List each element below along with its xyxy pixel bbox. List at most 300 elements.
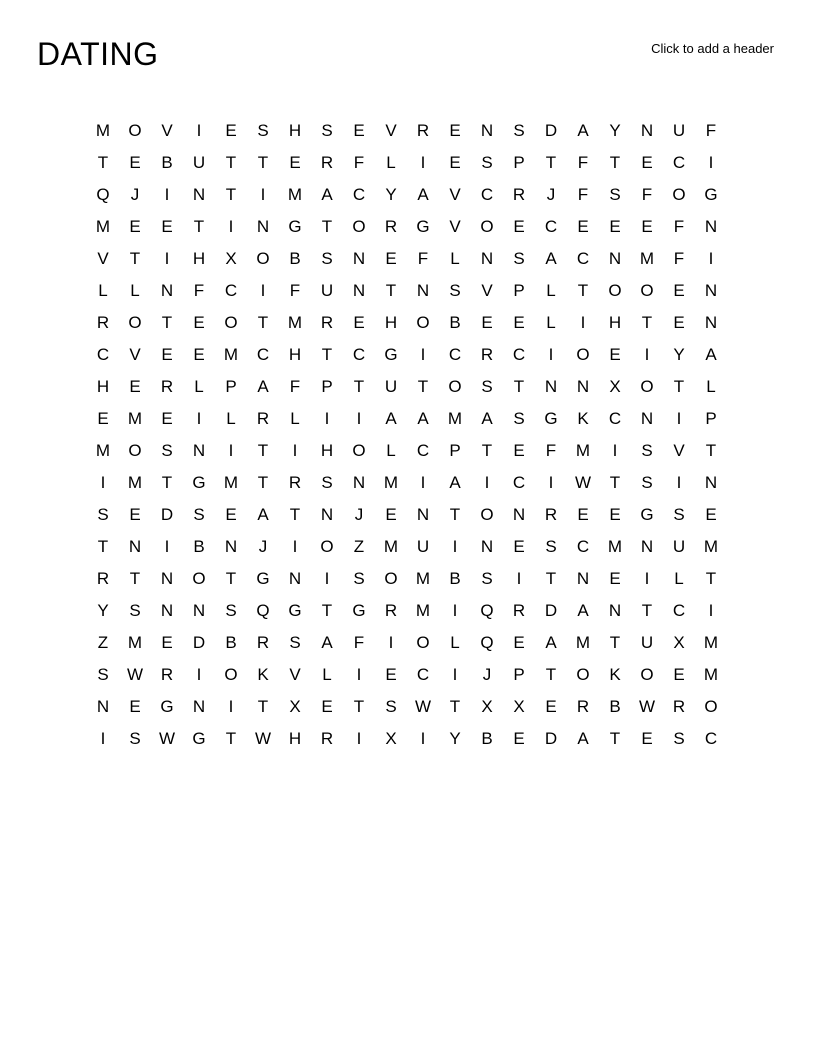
grid-letter: C [672,153,686,172]
grid-letter: M [575,441,591,460]
grid-letter: L [226,409,236,428]
grid-letter: C [480,185,494,204]
grid-letter: N [288,569,302,588]
grid-letter: S [97,505,109,524]
grid-letter: E [321,697,333,716]
grid-letter: G [704,185,718,204]
grid-letter: S [513,121,525,140]
grid-row [87,723,727,755]
grid-letter: V [385,121,397,140]
grid-letter: R [96,569,110,588]
grid-letter: F [193,281,205,300]
grid-letter: A [545,633,557,652]
grid-letter: N [320,505,334,524]
grid-letter: F [673,249,685,268]
grid-letter: R [256,409,270,428]
grid-letter: I [196,409,202,428]
grid-letter: T [225,729,237,748]
grid-letter: I [292,537,298,556]
grid-letter: U [192,153,206,172]
grid-row [87,499,727,531]
grid-letter: R [672,697,686,716]
grid-letter: I [260,185,266,204]
grid-letter: F [641,185,653,204]
grid-letter: Q [256,601,270,620]
grid-letter: W [414,697,432,716]
grid-letter: C [512,345,526,364]
grid-letter: S [513,409,525,428]
grid-letter: M [95,217,111,236]
grid-letter: X [673,633,685,652]
grid-letter: N [480,249,494,268]
grid-letter: L [386,441,396,460]
grid-letter: T [353,377,365,396]
grid-letter: N [160,281,174,300]
grid-letter: X [289,697,301,716]
grid-letter: O [384,569,398,588]
grid-row [87,563,727,595]
grid-letter: U [672,537,686,556]
grid-letter: V [97,249,109,268]
grid-row [87,595,727,627]
grid-letter: U [416,537,430,556]
grid-letter: I [292,441,298,460]
grid-letter: V [449,217,461,236]
grid-letter: A [705,345,717,364]
grid-letter: E [353,313,365,332]
grid-letter: T [225,569,237,588]
grid-letter: M [383,537,399,556]
grid-letter: J [258,537,268,556]
grid-letter: E [385,249,397,268]
grid-letter: T [385,281,397,300]
grid-letter: E [161,633,173,652]
grid-letter: E [609,505,621,524]
grid-letter: O [640,665,654,684]
grid-letter: E [385,505,397,524]
grid-letter: R [160,665,174,684]
grid-letter: E [641,153,653,172]
grid-letter: T [321,345,333,364]
grid-letter: S [257,121,269,140]
grid-letter: T [417,377,429,396]
grid-letter: S [481,153,493,172]
grid-letter: M [287,185,303,204]
grid-letter: O [448,377,462,396]
grid-letter: S [225,601,237,620]
grid-letter: A [257,505,269,524]
grid-letter: Y [609,121,621,140]
grid-letter: I [452,665,458,684]
grid-letter: A [257,377,269,396]
grid-letter: E [481,313,493,332]
grid-letter: F [577,185,589,204]
grid-letter: R [384,217,398,236]
grid-letter: I [580,313,586,332]
grid-letter: L [386,153,396,172]
grid-letter: S [449,281,461,300]
grid-letter: E [513,729,525,748]
grid-letter: H [288,345,302,364]
grid-letter: O [224,313,238,332]
grid-letter: G [192,473,206,492]
grid-letter: T [321,217,333,236]
grid-letter: I [484,473,490,492]
grid-letter: B [289,249,301,268]
grid-letter: S [289,633,301,652]
grid-letter: Q [96,185,110,204]
grid-letter: I [196,665,202,684]
grid-letter: I [164,249,170,268]
grid-letter: T [129,249,141,268]
grid-letter: R [288,473,302,492]
grid-letter: N [224,537,238,556]
grid-letter: N [512,505,526,524]
grid-letter: B [609,697,621,716]
grid-letter: G [192,729,206,748]
grid-letter: N [544,377,558,396]
grid-letter: C [416,665,430,684]
grid-letter: S [385,697,397,716]
grid-letter: M [575,633,591,652]
grid-letter: L [322,665,332,684]
grid-letter: P [705,409,717,428]
grid-letter: G [288,217,302,236]
grid-letter: M [703,537,719,556]
grid-letter: E [673,665,685,684]
grid-letter: M [639,249,655,268]
grid-letter: R [384,601,398,620]
grid-letter: E [129,377,141,396]
grid-letter: N [608,601,622,620]
grid-letter: J [482,665,492,684]
grid-letter: S [673,505,685,524]
grid-letter: M [703,633,719,652]
grid-letter: E [193,313,205,332]
grid-letter: B [449,569,461,588]
grid-letter: C [672,601,686,620]
grid-row [87,211,727,243]
grid-letter: K [577,409,589,428]
grid-letter: V [449,185,461,204]
grid-letter: I [420,345,426,364]
grid-letter: C [512,473,526,492]
grid-letter: O [672,185,686,204]
grid-letter: M [415,569,431,588]
grid-row [87,627,727,659]
grid-letter: E [705,505,717,524]
grid-letter: B [481,729,493,748]
grid-letter: A [417,185,429,204]
grid-letter: H [288,121,302,140]
grid-letter: R [320,313,334,332]
grid-letter: P [225,377,237,396]
grid-letter: M [95,121,111,140]
grid-letter: T [545,153,557,172]
grid-letter: F [353,633,365,652]
grid-letter: X [481,697,493,716]
grid-letter: K [257,665,269,684]
grid-letter: E [513,441,525,460]
grid-letter: I [708,601,714,620]
grid-letter: D [192,633,206,652]
grid-letter: F [289,281,301,300]
grid-letter: C [576,249,590,268]
grid-row [87,339,727,371]
grid-letter: P [513,281,525,300]
grid-letter: X [513,697,525,716]
grid-letter: D [160,505,174,524]
grid-letter: N [192,185,206,204]
grid-letter: T [705,441,717,460]
grid-letter: H [384,313,398,332]
grid-letter: O [416,633,430,652]
grid-letter: I [644,345,650,364]
grid-row [87,307,727,339]
grid-letter: T [257,473,269,492]
grid-letter: V [289,665,301,684]
grid-letter: I [356,409,362,428]
grid-letter: W [638,697,656,716]
grid-letter: I [548,345,554,364]
grid-row [87,435,727,467]
grid-letter: Y [673,345,685,364]
grid-letter: G [384,345,398,364]
grid-letter: Y [97,601,109,620]
grid-letter: F [705,121,717,140]
grid-letter: E [161,409,173,428]
grid-letter: U [640,633,654,652]
grid-letter: T [673,377,685,396]
grid-letter: O [128,313,142,332]
grid-letter: E [129,505,141,524]
grid-letter: N [704,473,718,492]
grid-letter: A [417,409,429,428]
grid-letter: C [448,345,462,364]
grid-letter: E [97,409,109,428]
grid-letter: A [577,729,589,748]
grid-letter: I [100,473,106,492]
grid-letter: F [353,153,365,172]
grid-letter: C [608,409,622,428]
grid-letter: N [480,121,494,140]
grid-letter: R [160,377,174,396]
grid-letter: R [416,121,430,140]
grid-letter: A [385,409,397,428]
grid-letter: R [576,697,590,716]
grid-letter: T [577,281,589,300]
grid-letter: J [354,505,364,524]
page-title: DATING [37,36,159,72]
grid-letter: D [544,121,558,140]
grid-letter: O [352,217,366,236]
grid-letter: Z [97,633,109,652]
grid-letter: V [481,281,493,300]
grid-letter: N [192,697,206,716]
grid-letter: I [388,633,394,652]
grid-letter: M [223,345,239,364]
grid-letter: G [288,601,302,620]
grid-letter: T [513,377,525,396]
grid-letter: E [225,121,237,140]
grid-letter: L [546,313,556,332]
grid-letter: N [352,473,366,492]
grid-letter: F [545,441,557,460]
grid-letter: I [676,473,682,492]
grid-letter: G [256,569,270,588]
grid-letter: S [481,569,493,588]
grid-letter: C [256,345,270,364]
grid-letter: M [447,409,463,428]
grid-letter: M [95,441,111,460]
grid-letter: S [161,441,173,460]
grid-letter: T [97,153,109,172]
grid-letter: M [127,409,143,428]
grid-letter: J [546,185,556,204]
grid-letter: O [608,281,622,300]
grid-letter: T [609,729,621,748]
grid-letter: X [609,377,621,396]
grid-letter: I [164,185,170,204]
grid-letter: N [704,281,718,300]
grid-letter: N [256,217,270,236]
grid-letter: E [641,729,653,748]
grid-letter: R [320,153,334,172]
grid-letter: N [480,537,494,556]
grid-letter: X [385,729,397,748]
grid-letter: S [609,185,621,204]
grid-letter: I [516,569,522,588]
grid-letter: E [609,569,621,588]
grid-letter: L [706,377,716,396]
grid-letter: A [545,249,557,268]
grid-letter: N [608,249,622,268]
grid-letter: Z [353,537,365,556]
grid-letter: J [130,185,140,204]
grid-letter: L [546,281,556,300]
grid-letter: C [704,729,718,748]
grid-letter: P [513,153,525,172]
grid-letter: I [228,697,234,716]
grid-letter: I [708,249,714,268]
grid-letter: E [545,697,557,716]
grid-letter: S [353,569,365,588]
grid-row [87,371,727,403]
grid-letter: S [641,441,653,460]
grid-letter: I [356,665,362,684]
grid-letter: S [513,249,525,268]
grid-letter: T [609,633,621,652]
grid-letter: M [607,537,623,556]
grid-letter: E [449,153,461,172]
grid-letter: C [96,345,110,364]
grid-letter: C [576,537,590,556]
grid-letter: I [324,409,330,428]
grid-letter: O [320,537,334,556]
grid-letter: I [644,569,650,588]
grid-letter: Y [449,729,461,748]
grid-letter: T [705,569,717,588]
grid-letter: Q [480,633,494,652]
grid-letter: F [417,249,429,268]
grid-letter: T [353,697,365,716]
grid-letter: W [254,729,272,748]
grid-letter: M [703,665,719,684]
grid-letter: M [127,473,143,492]
grid-letter: F [289,377,301,396]
grid-letter: L [290,409,300,428]
grid-letter: S [129,601,141,620]
grid-letter: E [577,505,589,524]
grid-letter: N [576,377,590,396]
grid-letter: T [609,473,621,492]
grid-letter: U [384,377,398,396]
grid-letter: I [420,153,426,172]
grid-letter: P [513,665,525,684]
grid-letter: E [129,153,141,172]
grid-letter: E [609,345,621,364]
grid-letter: E [129,697,141,716]
grid-letter: E [513,633,525,652]
grid-letter: K [609,665,621,684]
grid-letter: E [673,313,685,332]
grid-letter: O [224,665,238,684]
grid-letter: T [225,185,237,204]
grid-letter: A [321,633,333,652]
grid-letter: R [96,313,110,332]
grid-letter: M [383,473,399,492]
grid-letter: I [196,121,202,140]
grid-letter: I [452,601,458,620]
grid-letter: T [193,217,205,236]
grid-letter: W [574,473,592,492]
grid-letter: B [193,537,205,556]
word-search-grid [87,115,727,755]
grid-letter: I [452,537,458,556]
grid-letter: O [576,345,590,364]
grid-letter: R [512,601,526,620]
grid-letter: T [321,601,333,620]
grid-letter: T [257,441,269,460]
grid-letter: L [450,633,460,652]
grid-letter: N [576,569,590,588]
grid-letter: T [449,697,461,716]
grid-letter: R [512,185,526,204]
grid-letter: T [545,665,557,684]
add-header-placeholder[interactable]: Click to add a header [651,41,774,56]
grid-row [87,403,727,435]
grid-letter: E [673,281,685,300]
grid-letter: B [225,633,237,652]
grid-letter: E [193,345,205,364]
grid-letter: T [545,569,557,588]
grid-letter: G [640,505,654,524]
grid-letter: D [544,729,558,748]
grid-row [87,531,727,563]
grid-letter: N [352,249,366,268]
grid-letter: N [160,569,174,588]
grid-letter: S [321,121,333,140]
grid-letter: O [256,249,270,268]
grid-letter: F [577,153,589,172]
grid-letter: N [640,537,654,556]
grid-letter: M [223,473,239,492]
grid-row [87,659,727,691]
grid-letter: L [98,281,108,300]
grid-letter: T [161,473,173,492]
grid-letter: B [449,313,461,332]
grid-letter: Y [385,185,397,204]
